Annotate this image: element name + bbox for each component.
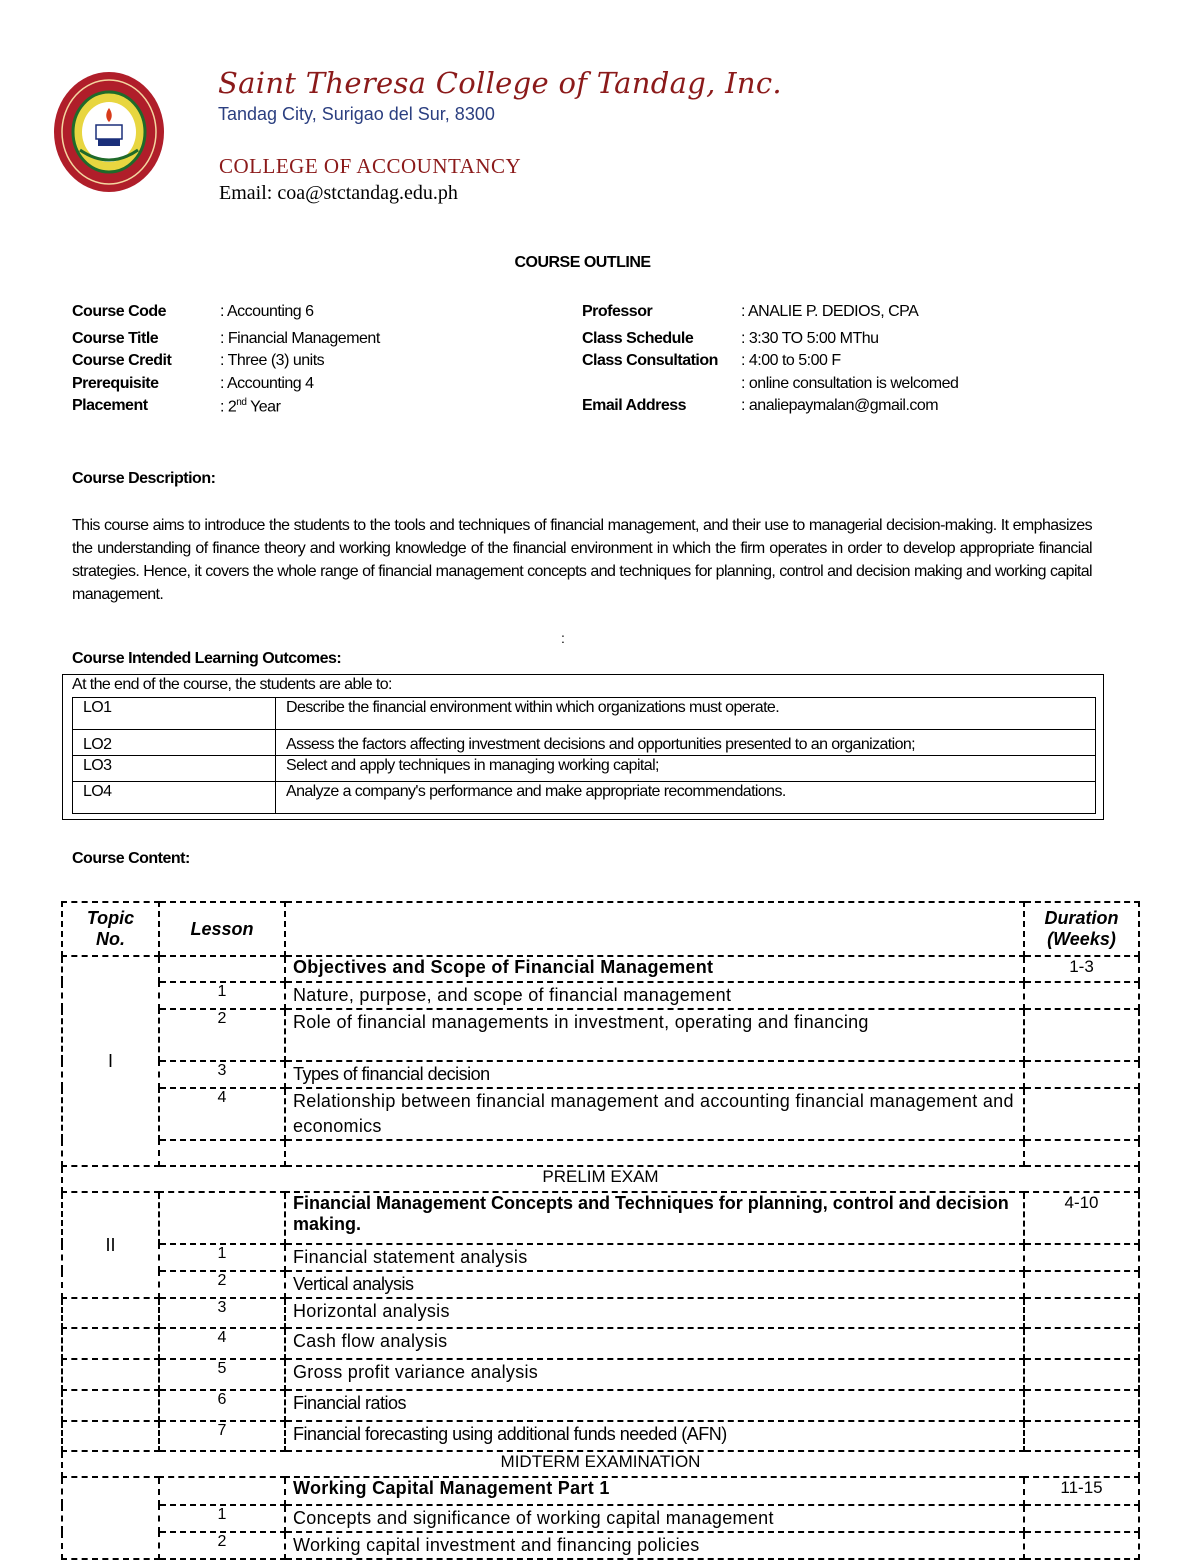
- table-row: [62, 1192, 1139, 1244]
- course-content-heading: Course Content:: [72, 850, 190, 867]
- table-row: [62, 956, 1139, 982]
- outcome-code: LO3: [73, 756, 276, 782]
- topic-number: I: [62, 956, 159, 1166]
- lesson-number: 3: [159, 1061, 285, 1088]
- lesson-number: 2: [159, 1532, 285, 1559]
- topic-title: Objectives and Scope of Financial Management: [285, 956, 1024, 982]
- midterm-exam-label: MIDTERM EXAMINATION: [62, 1451, 1139, 1477]
- lesson-number: 1: [159, 982, 285, 1009]
- course-credit-value: : Three (3) units: [220, 352, 325, 369]
- lesson-title: [285, 1140, 1024, 1166]
- lesson-duration: [1024, 1421, 1139, 1451]
- learning-outcomes-table: [72, 697, 1096, 814]
- table-row: [73, 730, 1096, 756]
- course-content-table: [61, 901, 1140, 1560]
- table-row: [62, 1271, 1139, 1298]
- lesson-number: 2: [159, 1009, 285, 1061]
- lesson-title: Relationship between financial management and accounting financial management and economics: [285, 1088, 1024, 1140]
- course-credit-label: Course Credit: [72, 352, 172, 369]
- prerequisite-value: : Accounting 4: [220, 375, 314, 392]
- table-row: [62, 1421, 1139, 1451]
- topic-title: Financial Management Concepts and Techniques for planning, control and decision making.: [285, 1192, 1024, 1244]
- table-row: [62, 1359, 1139, 1390]
- class-schedule-label: Class Schedule: [582, 330, 694, 347]
- outcome-code: LO4: [73, 782, 276, 814]
- course-description-text: This course aims to introduce the students to the tools and techniques of financial management, and their use to managerial decision-making. It emphasizes the understanding of finance theory and working knowledge of the financial environment in which the firm operates in order to develop appropriate financial strategies. Hence, it covers the whole range of financial management concepts and techniques for planning, control and decision making and working capital management.: [72, 517, 1092, 603]
- lesson-number: 4: [159, 1328, 285, 1359]
- professor-label: Professor: [582, 303, 653, 320]
- table-row: [62, 1477, 1139, 1505]
- table-row: [62, 1061, 1139, 1088]
- lesson-title: Nature, purpose, and scope of financial management: [285, 982, 1024, 1009]
- lesson-number: 2: [159, 1271, 285, 1298]
- topic-number: [62, 1477, 159, 1559]
- lesson-duration: [1024, 1140, 1139, 1166]
- lesson-duration: [1024, 1532, 1139, 1559]
- consultation-note: : online consultation is welcomed: [741, 375, 959, 392]
- lesson-number: [159, 1140, 285, 1166]
- lesson-title: Horizontal analysis: [285, 1298, 1024, 1328]
- lesson-duration: [1024, 1244, 1139, 1271]
- topic-duration: 11-15: [1024, 1477, 1139, 1505]
- lesson-number: 7: [159, 1421, 285, 1451]
- lesson-duration: [1024, 1328, 1139, 1359]
- lesson-title: Vertical analysis: [285, 1271, 1024, 1298]
- college-name: Saint Theresa College of Tandag, Inc.: [218, 66, 782, 100]
- lesson-title: Working capital investment and financing policies: [285, 1532, 1024, 1559]
- topic-number: [62, 1298, 159, 1328]
- lesson-number: 5: [159, 1359, 285, 1390]
- table-row: [62, 1009, 1139, 1061]
- department-name: COLLEGE OF ACCOUNTANCY: [219, 154, 522, 178]
- table-row: [62, 1505, 1139, 1532]
- lesson-title: Cash flow analysis: [285, 1328, 1024, 1359]
- lesson-number: 3: [159, 1298, 285, 1328]
- table-row: [73, 756, 1096, 782]
- exam-row: [62, 1451, 1139, 1477]
- lesson-title: Role of financial managements in investment, operating and financing: [285, 1009, 1024, 1061]
- lesson-duration: [1024, 982, 1139, 1009]
- column-header-lesson: Lesson: [159, 902, 285, 956]
- lesson-duration: [1024, 1009, 1139, 1061]
- table-row: [73, 782, 1096, 814]
- topic-duration: 4-10: [1024, 1192, 1139, 1244]
- college-address: Tandag City, Surigao del Sur, 8300: [218, 104, 495, 124]
- lesson-duration: [1024, 1061, 1139, 1088]
- outcome-text: Describe the financial environment within which organizations must operate.: [276, 698, 1096, 730]
- lesson-duration: [1024, 1505, 1139, 1532]
- column-header-duration: Duration (Weeks): [1024, 902, 1139, 956]
- stray-colon: :: [561, 630, 565, 646]
- lesson-title: Financial forecasting using additional funds needed (AFN): [285, 1421, 1024, 1451]
- lesson-title: Types of financial decision: [285, 1061, 1024, 1088]
- lesson-number: 1: [159, 1505, 285, 1532]
- table-row: [62, 1328, 1139, 1359]
- outcome-text: Select and apply techniques in managing working capital;: [276, 756, 1096, 782]
- topic-title: Working Capital Management Part 1: [285, 1477, 1024, 1505]
- course-description-heading: Course Description:: [72, 470, 216, 487]
- email-address-value[interactable]: : analiepaymalan@gmail.com: [741, 397, 939, 414]
- outcome-text: Assess the factors affecting investment decisions and opportunities presented to an organization;: [276, 730, 1096, 756]
- table-row: [62, 1390, 1139, 1421]
- lesson-number: [159, 1192, 285, 1244]
- outcome-code: LO1: [73, 698, 276, 730]
- lesson-duration: [1024, 1298, 1139, 1328]
- lesson-title: Gross profit variance analysis: [285, 1359, 1024, 1390]
- course-code-label: Course Code: [72, 303, 167, 320]
- lesson-number: 6: [159, 1390, 285, 1421]
- column-header-topic: Topic No.: [62, 902, 159, 956]
- lesson-duration: [1024, 1088, 1139, 1140]
- placement-value: : 2nd Year: [220, 397, 281, 416]
- lesson-number: [159, 956, 285, 982]
- learning-outcomes-heading: Course Intended Learning Outcomes:: [72, 650, 342, 667]
- class-consultation-label: Class Consultation: [582, 352, 718, 369]
- lesson-title: Financial ratios: [285, 1390, 1024, 1421]
- outcome-text: Analyze a company's performance and make appropriate recommendations.: [276, 782, 1096, 814]
- topic-number: [62, 1328, 159, 1359]
- prelim-exam-label: PRELIM EXAM: [62, 1166, 1139, 1192]
- outcome-code: LO2: [73, 730, 276, 756]
- course-code-value: : Accounting 6: [220, 303, 314, 320]
- table-row: [62, 1140, 1139, 1166]
- topic-number: [62, 1421, 159, 1451]
- table-row: [62, 1298, 1139, 1328]
- table-row: [62, 1532, 1139, 1559]
- table-row: [62, 1088, 1139, 1140]
- course-title-label: Course Title: [72, 330, 159, 347]
- topic-duration: 1-3: [1024, 956, 1139, 982]
- topic-number: II: [62, 1192, 159, 1298]
- exam-row: [62, 1166, 1139, 1192]
- prerequisite-label: Prerequisite: [72, 375, 159, 392]
- topic-number: [62, 1390, 159, 1421]
- table-row: [62, 1244, 1139, 1271]
- table-row: [73, 698, 1096, 730]
- department-email[interactable]: Email: coa@stctandag.edu.ph: [219, 182, 458, 204]
- lesson-title: Concepts and significance of working capital management: [285, 1505, 1024, 1532]
- lesson-title: Financial statement analysis: [285, 1244, 1024, 1271]
- lesson-number: 1: [159, 1244, 285, 1271]
- class-consultation-value: : 4:00 to 5:00 F: [741, 352, 841, 369]
- column-header-blank: [285, 902, 1024, 956]
- professor-value: : ANALIE P. DEDIOS, CPA: [741, 303, 919, 320]
- lesson-duration: [1024, 1359, 1139, 1390]
- learning-outcomes-intro: At the end of the course, the students are able to:: [72, 676, 392, 693]
- course-title-value: : Financial Management: [220, 330, 380, 347]
- lesson-duration: [1024, 1271, 1139, 1298]
- topic-number: [62, 1359, 159, 1390]
- document-title: COURSE OUTLINE: [514, 254, 651, 271]
- lesson-number: 4: [159, 1088, 285, 1140]
- placement-label: Placement: [72, 397, 148, 414]
- college-seal-logo: [52, 70, 167, 195]
- class-schedule-value: : 3:30 TO 5:00 MThu: [741, 330, 879, 347]
- table-row: [62, 982, 1139, 1009]
- lesson-number: [159, 1477, 285, 1505]
- lesson-duration: [1024, 1390, 1139, 1421]
- email-address-label: Email Address: [582, 397, 687, 414]
- table-header-row: [62, 902, 1139, 956]
